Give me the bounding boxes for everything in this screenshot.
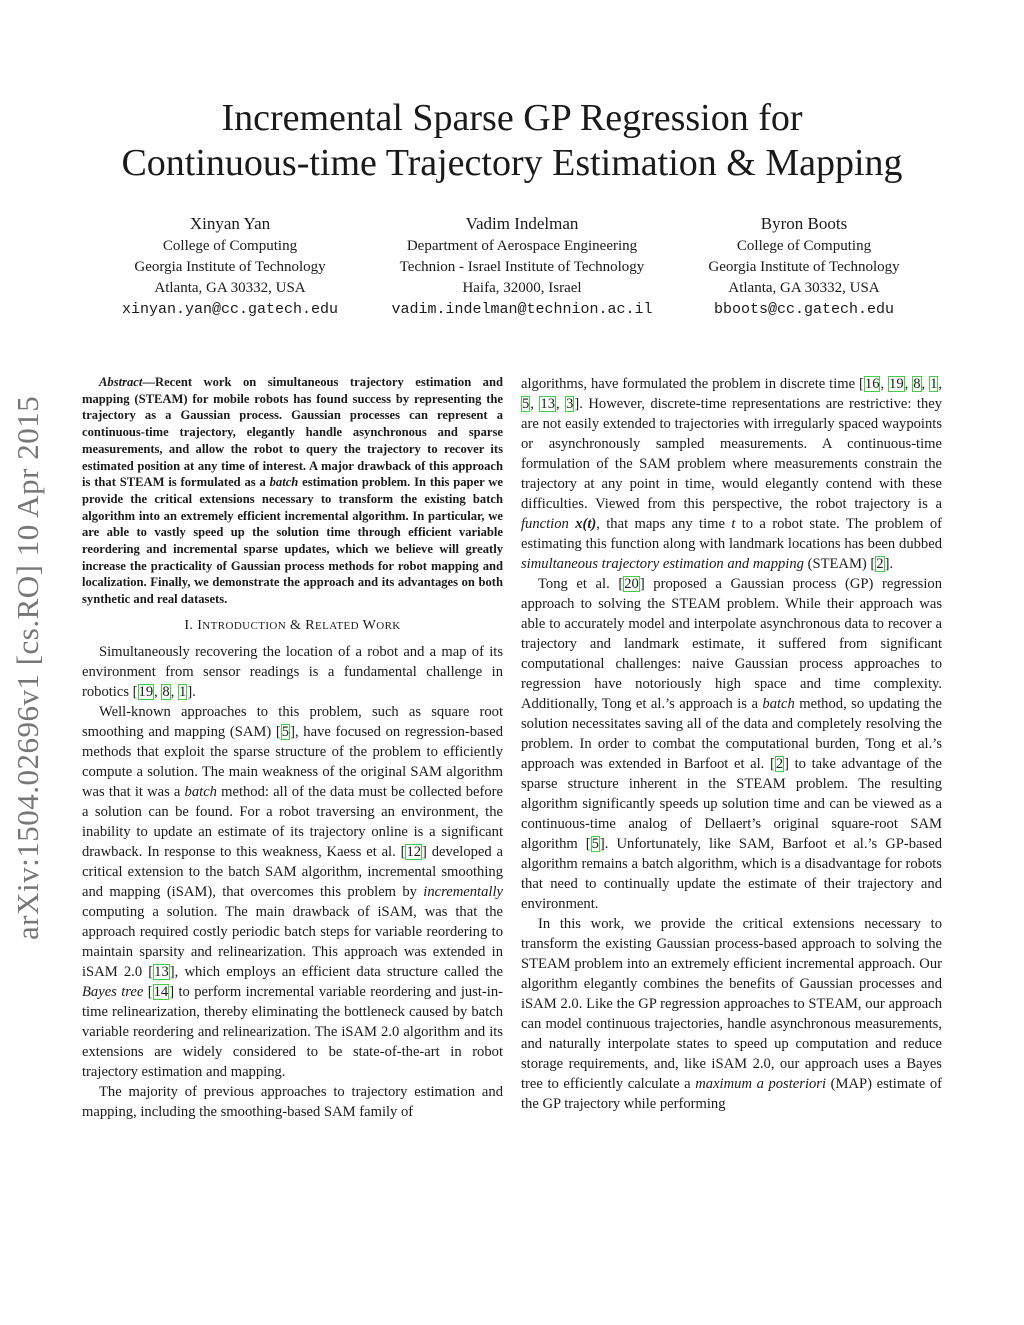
author-affiliation: College of Computing: [162, 238, 298, 254]
author-name: Xinyan Yan: [189, 214, 271, 233]
paragraph: algorithms, have formulated the problem in discrete time [16, 19, 8, 1, 5, 13, 3]. However, discrete-time representations are restrictive: they are not easily extended to trajectories with irregularly spaced waypoints or asynchronously sampled measurements. A continuous-time formulation of the SAM problem where measurements constrain the trajectory at any point in time, would elegantly contend with these difficulties. Viewed from this perspective, the robot trajectory is a function x(t), that maps any time t to a robot state. The problem of estimating this function along with landmark locations has been dubbed simultaneous trajectory estimation and mapping (STEAM) [2].: [521, 376, 943, 572]
author-affiliation: Atlanta, GA 30332, USA: [728, 280, 880, 296]
author-2: [362, 212, 682, 320]
author-affiliation: College of Computing: [736, 238, 872, 254]
author-affiliation: Georgia Institute of Technology: [134, 259, 326, 275]
abstract-label: Abstract: [99, 375, 143, 389]
abstract: Abstract—Recent work on simultaneous trajectory estimation and mapping (STEAM) for mobile robots has found success by representing the trajectory as a Gaussian process. Gaussian processes can represent a continuous-time trajectory, elegantly handle asynchronous and sparse measurements, and allow the robot to query the trajectory to recover its estimated position at any time of interest. A major drawback of this approach is that STEAM is formulated as a batch estimation problem. In this paper we provide the critical extensions necessary to transform the existing batch algorithm into an extremely efficient incremental algorithm. In particular, we are able to vastly speed up the solution time through efficient variable reordering and incremental sparse updates, which we believe will greatly increase the practicality of Gaussian process methods for robot mapping and localization. Finally, we demonstrate the approach and its advantages on both synthetic and real datasets.: [82, 375, 503, 607]
citation-link[interactable]: 13: [540, 396, 555, 412]
title-line-2: Continuous-time Trajectory Estimation & Mapping: [121, 142, 903, 184]
author-email[interactable]: xinyan.yan@cc.gatech.edu: [121, 301, 339, 318]
author-3: [644, 212, 964, 320]
citation-link[interactable]: 5: [522, 396, 530, 412]
citation-link[interactable]: 19: [889, 376, 904, 392]
citation-link[interactable]: 8: [913, 376, 921, 392]
citation-link[interactable]: 20: [624, 576, 639, 592]
citation-link[interactable]: 8: [162, 683, 170, 700]
paragraph: In this work, we provide the critical extensions necessary to transform the existing Gaussian process-based approach to solving the STEAM problem into an extremely efficient incremental approach. Our algorithm elegantly combines the benefits of Gaussian processes and iSAM 2.0. Like the GP regression approaches to STEAM, our approach can model continuous trajectories, handle asynchronous measurements, and naturally interpolate states to speed up computation and reduce storage requirements, and, like iSAM 2.0, our approach uses a Bayes tree to efficiently calculate a maximum a posteriori (MAP) estimate of the GP trajectory while performing: [521, 916, 942, 1112]
author-affiliation: Haifa, 32000, Israel: [462, 280, 582, 296]
paragraph: Simultaneously recovering the location of a robot and a map of its environment from sensor readings is a fundamental challenge in robotics [19, 8, 1].: [82, 643, 503, 700]
author-affiliation: Department of Aerospace Engineering: [406, 238, 638, 254]
citation-link[interactable]: 1: [930, 376, 938, 392]
left-column: [82, 374, 503, 1122]
citation-link[interactable]: 16: [864, 376, 880, 392]
author-email[interactable]: vadim.indelman@technion.ac.il: [391, 301, 653, 318]
paragraph: Well-known approaches to this problem, such as square root smoothing and mapping (SAM) [5], have focused on regression-based methods that exploit the sparse structure of the problem to efficiently compute a solution. The main weakness of the original SAM algorithm was that it was a batch method: all of the data must be collected before a solution can be found. For a robot traversing an environment, the inability to update an estimate of its trajectory online is a significant drawback. In response to this weakness, Kaess et al. [12] developed a critical extension to the batch SAM algorithm, incremental smoothing and mapping (iSAM), that overcomes this problem by incrementally computing a solution. The main drawback of iSAM, was that the approach required costly periodic batch steps for variable reordering to maintain sparsity and relinearization. This approach was extended in iSAM 2.0 [13], which employs an efficient data structure called the Bayes tree [14] to perform incremental variable reordering and just-in-time relinearization, thereby eliminating the bottleneck caused by batch variable reordering and relinearization. The iSAM 2.0 algorithm and its extensions are widely considered to be state-of-the-art in robot trajectory estimation and mapping.: [82, 703, 503, 1080]
citation-link[interactable]: 12: [406, 843, 422, 860]
citation-link[interactable]: 5: [591, 836, 599, 852]
right-column: [521, 374, 942, 1114]
title-line-1: Incremental Sparse GP Regression for: [221, 97, 803, 139]
paper-title: [0, 96, 1024, 186]
author-email[interactable]: bboots@cc.gatech.edu: [713, 301, 895, 318]
author-name: Vadim Indelman: [465, 214, 579, 233]
citation-link[interactable]: 2: [876, 556, 884, 572]
math-x-of-t: x(t): [575, 516, 597, 532]
citation-link[interactable]: 5: [281, 723, 290, 740]
paragraph: The majority of previous approaches to trajectory estimation and mapping, including the smoothing-based SAM family of: [82, 1083, 503, 1120]
citation-link[interactable]: 2: [775, 756, 784, 772]
author-name: Byron Boots: [760, 214, 848, 233]
citation-link[interactable]: 14: [153, 983, 169, 1000]
section-heading: I. INTRODUCTION & RELATED WORK: [184, 617, 401, 633]
citation-link[interactable]: 1: [179, 683, 187, 700]
citation-link[interactable]: 3: [566, 396, 574, 412]
paragraph: Tong et al. [20] proposed a Gaussian process (GP) regression approach to solving the STEAM problem. While their approach was able to accurately model and interpolate asynchronous data to recover a trajectory and landmark estimate, it suffered from significant computational challenges: naive Gaussian process approaches to regression have notoriously high space and time complexity. Additionally, Tong et al.’s approach is a batch method, so updating the solution necessitates saving all of the data and completely resolving the problem. In order to combat the computational burden, Tong et al.’s approach was extended in Barfoot et al. [2] to take advantage of the sparse structure inherent in the STEAM problem. The resulting algorithm significantly speeds up solution time and can be viewed as a continuous-time analog of Dellaert’s original square-root SAM algorithm [5]. Unfortunately, like SAM, Barfoot et al.’s GP-based algorithm remains a batch algorithm, which is a disadvantage for robots that need to continually update the estimate of their trajectory and environment.: [521, 576, 942, 912]
arxiv-identifier: arXiv:1504.02696v1 [cs.RO] 10 Apr 2015: [10, 395, 45, 940]
author-affiliation: Atlanta, GA 30332, USA: [154, 280, 306, 296]
author-1: [70, 212, 390, 320]
author-affiliation: Georgia Institute of Technology: [708, 259, 900, 275]
citation-link[interactable]: 13: [154, 963, 169, 980]
author-affiliation: Technion - Israel Institute of Technology: [399, 259, 645, 275]
citation-link[interactable]: 19: [138, 683, 154, 700]
